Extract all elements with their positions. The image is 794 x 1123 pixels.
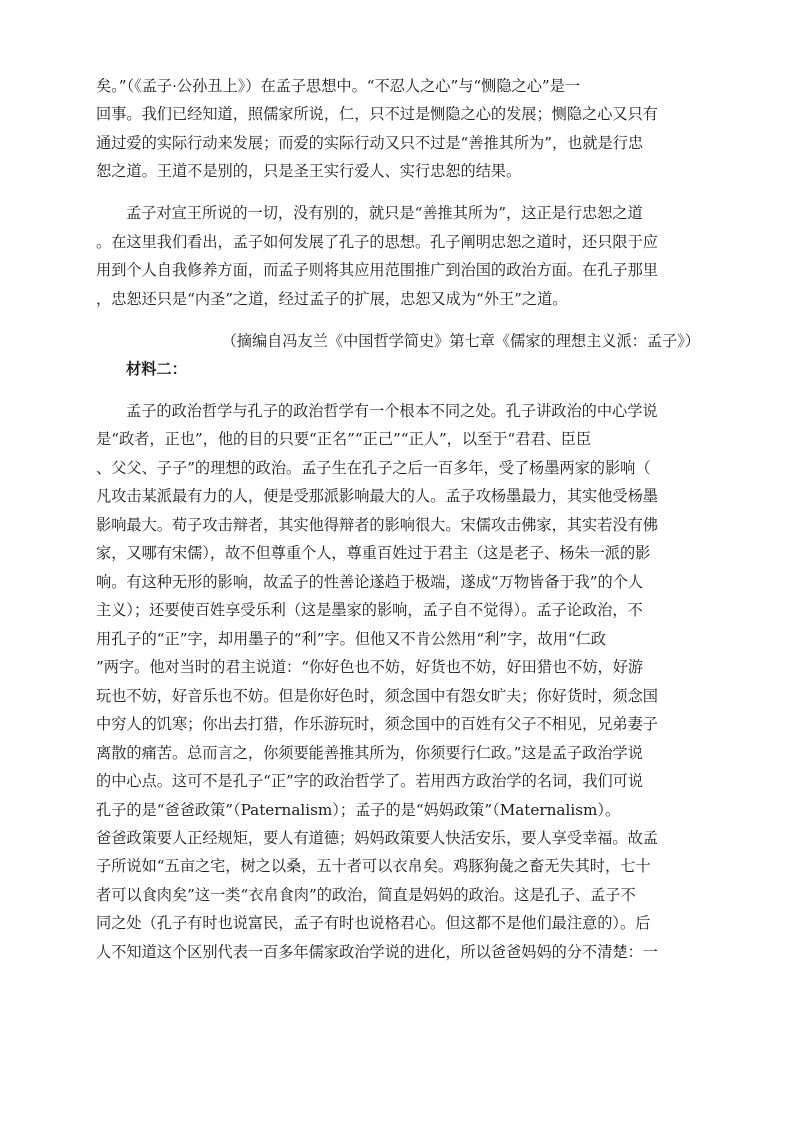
text-line: 孟子的政治哲学与孔子的政治哲学有一个根本不同之处。孔子讲政治的中心学说 [126, 402, 658, 420]
text-line: 主义）；还要使百姓享受乐利（这是墨家的影响，孟子自不觉得）。孟子论政治，不 [96, 601, 643, 619]
text-line: 凡攻击某派最有力的人，便是受那派影响最大的人。孟子攻杨墨最力，其实他受杨墨 [96, 487, 658, 505]
text-line: 响。有这种无形的影响，故孟子的性善论遂趋于极端，遂成“万物皆备于我”的个人 [96, 573, 644, 591]
text-line: 、父父、子子”的理想的政治。孟子生在孔子之后一百多年，受了杨墨两家的影响（ [96, 459, 651, 477]
text-line: 是“政者，正也”，他的目的只要“正名”“正己”“正人”，以至于“君君、臣臣 [96, 430, 592, 448]
text-line: 爸爸政策要人正经规矩，要人有道德；妈妈政策要人快活安乐，要人享受幸福。故孟 [96, 829, 658, 847]
text-line: 人不知道这个区别代表一百多年儒家政治学说的进化，所以爸爸妈妈的分不清楚：一 [96, 943, 658, 961]
text-line: 回事。我们已经知道，照儒家所说，仁，只不过是恻隐之心的发展；恻隐之心又只有 [96, 105, 658, 123]
text-line: 矣。”（《孟子·公孙丑上》）在孟子思想中。“不忍人之心”与“恻隐之心”是一 [96, 77, 581, 95]
text-line: 中穷人的饥寒；你出去打猎，作乐游玩时，须念国中的百姓有父子不相见，兄弟妻子 [96, 715, 658, 733]
text-line: 通过爱的实际行动来发展；而爱的实际行动又只不过是“善推其所为”，也就是行忠 [96, 134, 644, 152]
text-line: 者可以食肉矣”这一类“衣帛食肉”的政治，简直是妈妈的政治。这是孔子、孟子不 [96, 886, 636, 904]
text-line: 子所说如“五亩之宅，树之以桑，五十者可以衣帛矣。鸡豚狗彘之畜无失其时，七十 [96, 857, 651, 875]
text-line: 影响最大。荀子攻击辩者，其实他得辩者的影响很大。宋儒攻击佛家，其实若没有佛 [96, 516, 658, 534]
text-line: 用孔子的“正”字，却用墨子的“利”字。但他又不肯公然用“利”字，故用“仁政 [96, 630, 606, 648]
section-heading: 材料二： [126, 360, 187, 378]
text-line: 。在这里我们看出，孟子如何发展了孔子的思想。孔子阐明忠恕之道时，还只限于应 [96, 233, 658, 251]
text-line: 玩也不妨，好音乐也不妨。但是你好色时，须念国中有怨女旷夫；你好货时，须念国 [96, 687, 658, 705]
text-line: 孔子的是“爸爸政策”（Paternalism）；孟子的是“妈妈政策”（Maternalism）。 [96, 801, 621, 819]
text-line: 的中心点。这可不是孔子“正”字的政治哲学了。若用西方政治学的名词，我们可说 [96, 772, 644, 790]
text-line: 孟子对宣王所说的一切，没有别的，就只是“善推其所为”，这正是行忠恕之道 [126, 204, 643, 222]
text-line: 同之处（孔子有时也说富民，孟子有时也说格君心。但这都不是他们最注意的）。后 [96, 914, 651, 932]
text-line: ”两字。他对当时的君主说道：“你好色也不妨，好货也不妨，好田猎也不妨，好游 [96, 658, 644, 676]
text-line: 恕之道。王道不是别的，只是圣王实行爱人、实行忠恕的结果。 [96, 162, 522, 180]
source-citation: （摘编自冯友兰《中国哲学简史》第七章《儒家的理想主义派：孟子》） [221, 332, 700, 350]
text-line: 家，又哪有宋儒），故不但尊重个人，尊重百姓过于君主（这是老子、杨朱一派的影 [96, 544, 651, 562]
text-line: 离散的痛苦。总而言之，你须要能善推其所为，你须要行仁政。”这是孟子政治学说 [96, 744, 643, 762]
text-line: 用到个人自我修养方面，而孟子则将其应用范围推广到治国的政治方面。在孔子那里 [96, 261, 658, 279]
text-line: ，忠恕还只是“内圣”之道，经过孟子的扩展，忠恕又成为“外王”之道。 [96, 290, 568, 308]
